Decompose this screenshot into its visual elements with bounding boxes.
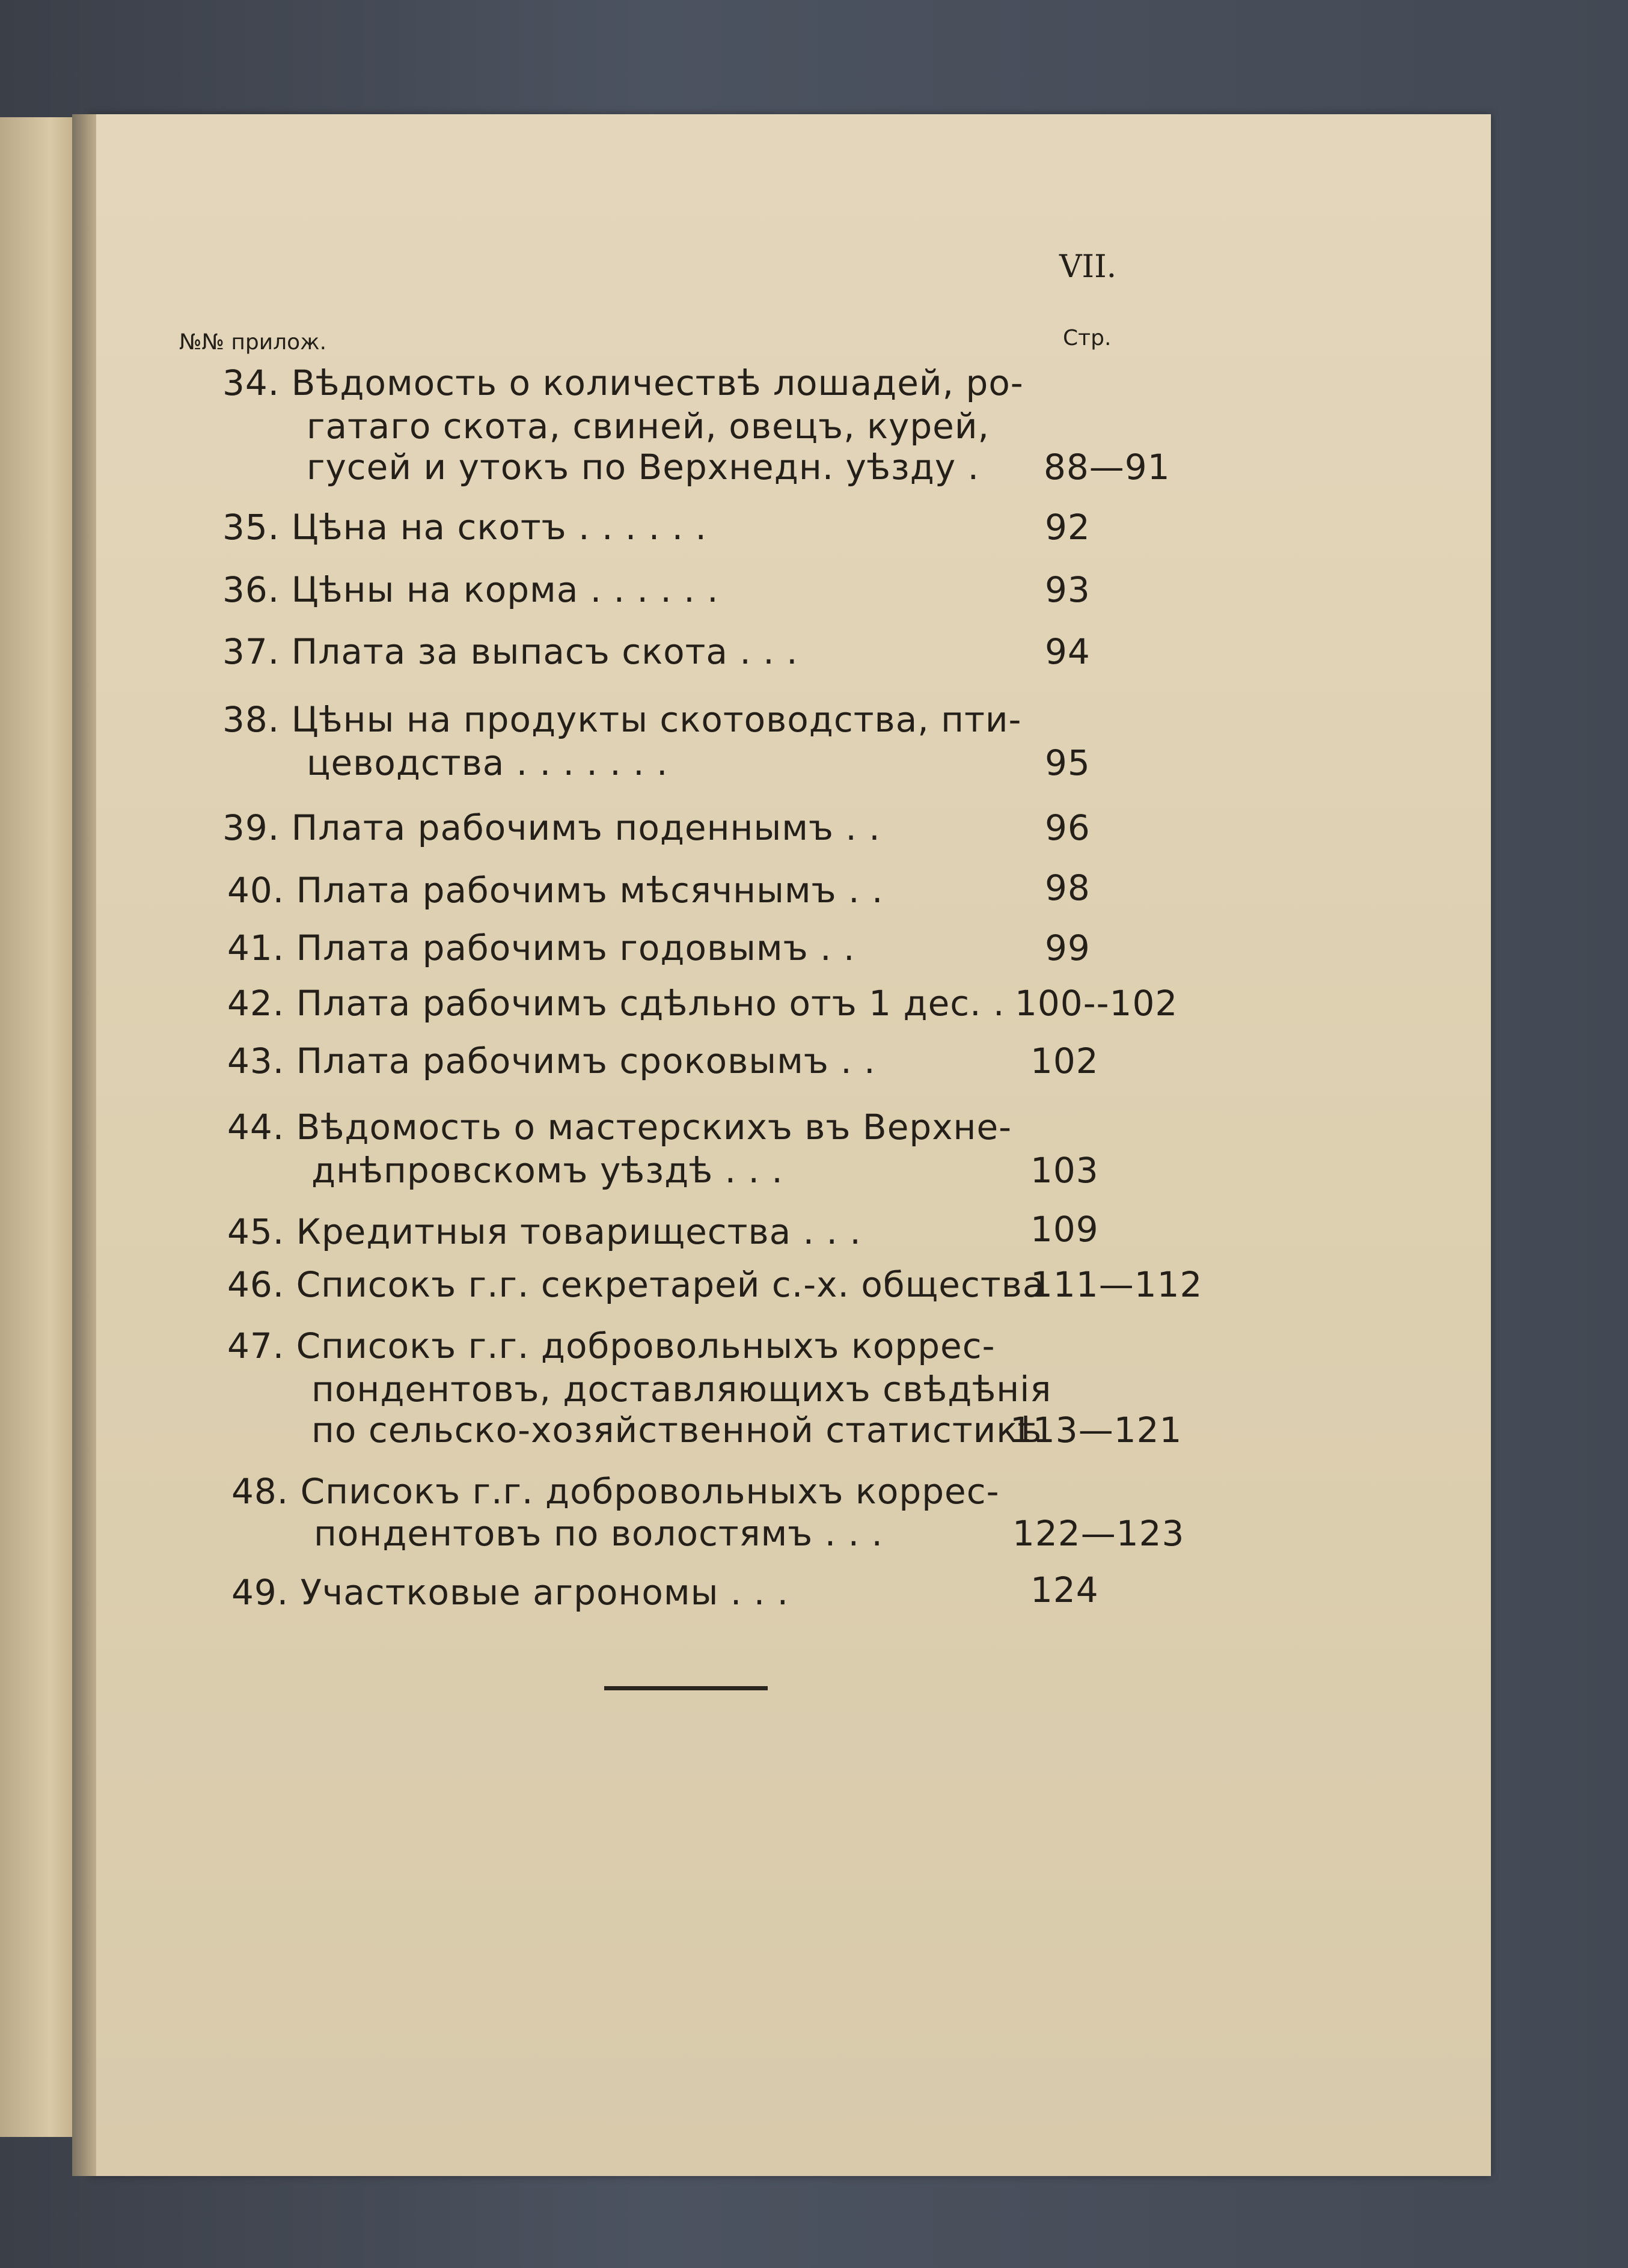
toc-entry-39-title: 39. Плата рабочимъ поденнымъ . .	[222, 807, 881, 848]
toc-entry-43-title: 43. Плата рабочимъ сроковымъ . .	[227, 1041, 876, 1081]
toc-entry-44-line-2: днѣпровскомъ уѣздѣ . . .	[311, 1150, 783, 1191]
toc-entry-34-line-3: гусей и утокъ по Верхнедн. уѣзду .	[307, 447, 980, 488]
toc-entry-40-page: 98	[1045, 867, 1091, 908]
toc-entry-38-line-1: 38. Цѣны на продукты скотоводства, пти-	[222, 699, 1022, 740]
toc-entry-45-title: 45. Кредитныя товарищества . . .	[227, 1211, 861, 1252]
toc-entry-45-page: 109	[1030, 1209, 1099, 1250]
left-page-edge	[0, 117, 72, 2137]
toc-entry-34-line-2: гатаго скота, свиней, овецъ, курей,	[307, 406, 990, 447]
toc-entry-37-page: 94	[1045, 631, 1091, 672]
page-gutter	[72, 114, 96, 2176]
toc-entry-47-line-2: пондентовъ, доставляющихъ свѣдѣнія	[311, 1369, 1052, 1410]
column-header-appendix: №№ прилож.	[179, 330, 327, 355]
toc-entry-40-title: 40. Плата рабочимъ мѣсячнымъ . .	[227, 870, 884, 911]
closing-rule	[604, 1686, 768, 1690]
toc-entry-37-title: 37. Плата за выпасъ скота . . .	[222, 631, 798, 672]
toc-entry-44-page: 103	[1030, 1150, 1099, 1191]
toc-entry-48-line-1: 48. Списокъ г.г. добровольныхъ коррес-	[231, 1471, 1000, 1512]
toc-entry-42-title: 42. Плата рабочимъ сдѣльно отъ 1 дес. .	[227, 983, 1005, 1024]
toc-entry-39-page: 96	[1045, 807, 1091, 848]
toc-entry-48-line-2: пондентовъ по волостямъ . . .	[314, 1513, 883, 1554]
toc-entry-35-title: 35. Цѣна на скотъ . . . . . .	[222, 507, 707, 548]
toc-entry-35-page: 92	[1045, 507, 1091, 548]
toc-entry-38-line-2: цеводства . . . . . . .	[307, 742, 669, 783]
toc-entry-41-title: 41. Плата рабочимъ годовымъ . .	[227, 928, 855, 968]
toc-entry-49-page: 124	[1030, 1570, 1099, 1610]
toc-entry-44-line-1: 44. Вѣдомость о мастерскихъ въ Верхне-	[227, 1107, 1012, 1148]
toc-entry-48-page: 122—123	[1012, 1513, 1185, 1554]
toc-entry-46-page: 111—112	[1030, 1264, 1203, 1305]
toc-entry-41-page: 99	[1045, 928, 1091, 968]
toc-entry-47-page: 113—121	[1010, 1410, 1183, 1450]
page-number: VII.	[1059, 249, 1117, 285]
toc-entry-43-page: 102	[1030, 1041, 1099, 1081]
toc-entry-42-page: 100--102	[1015, 983, 1178, 1024]
toc-entry-34-line-1: 34. Вѣдомость о количествѣ лошадей, ро-	[222, 362, 1024, 403]
toc-entry-38-page: 95	[1045, 742, 1091, 783]
toc-entry-49-title: 49. Участковые агрономы . . .	[231, 1572, 789, 1613]
toc-entry-47-line-1: 47. Списокъ г.г. добровольныхъ коррес-	[227, 1325, 996, 1366]
toc-entry-36-title: 36. Цѣны на корма . . . . . .	[222, 569, 719, 610]
toc-entry-36-page: 93	[1045, 569, 1091, 610]
column-header-page: Стр.	[1063, 326, 1112, 350]
toc-entry-47-line-3: по сельско-хозяйственной статистикѣ	[311, 1410, 1042, 1450]
toc-entry-46-title: 46. Списокъ г.г. секретарей с.-х. общества	[227, 1264, 1045, 1305]
toc-entry-34-page: 88—91	[1044, 447, 1171, 488]
